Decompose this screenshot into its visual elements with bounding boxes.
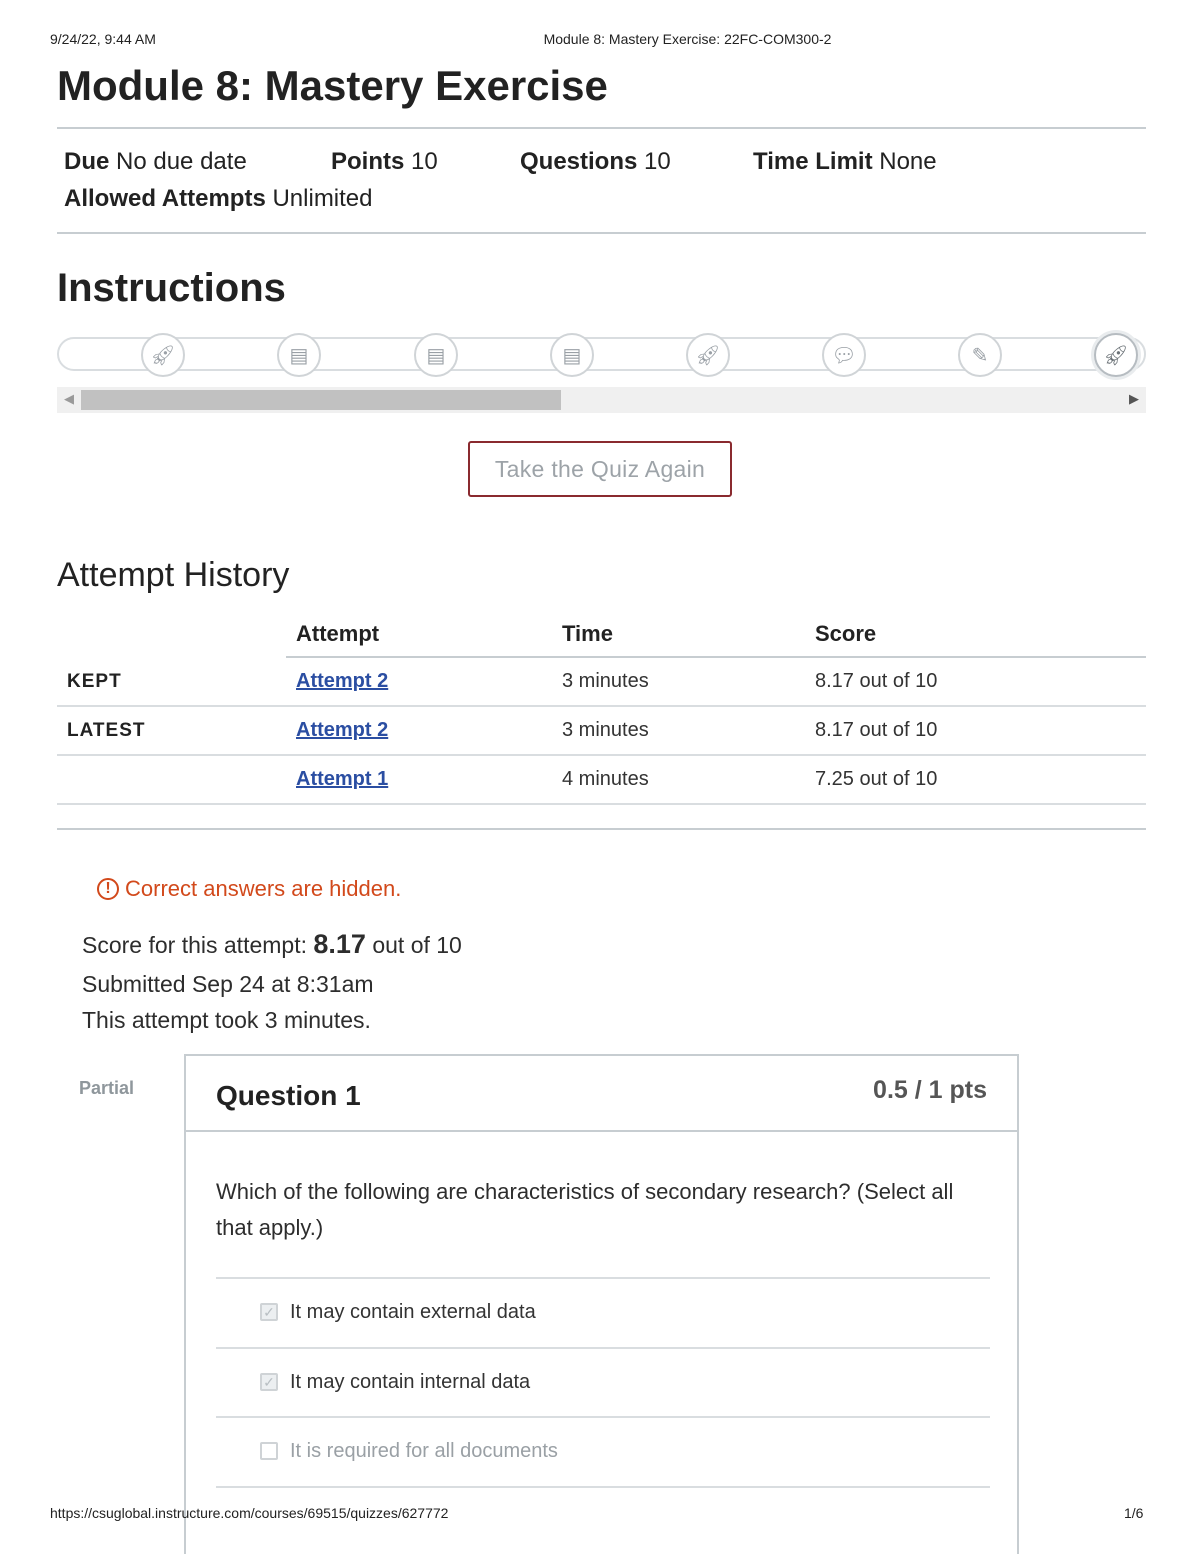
row-label (57, 755, 286, 804)
instructions-heading: Instructions (57, 266, 286, 310)
step-document-icon[interactable]: ▤ (550, 333, 594, 377)
meta-divider (57, 232, 1146, 234)
meta-attempts-label: Allowed Attempts (64, 185, 266, 212)
row-label: KEPT (57, 657, 286, 706)
scroll-right-arrow-icon[interactable]: ▶ (1129, 391, 1139, 406)
checked-checkbox-icon[interactable]: ✓ (260, 1303, 278, 1321)
page-title: Module 8: Mastery Exercise (57, 62, 608, 109)
attempt-link[interactable]: Attempt 1 (296, 768, 389, 790)
meta-attempts-value: Unlimited (272, 185, 373, 212)
meta-points-value: 10 (411, 148, 438, 175)
row-time: 3 minutes (552, 706, 805, 755)
col-header-attempt: Attempt (286, 612, 552, 657)
meta-points (331, 148, 438, 176)
step-rocket-icon[interactable]: 🚀︎ (141, 333, 185, 377)
attempt-link[interactable]: Attempt 2 (296, 670, 389, 692)
answer-text: It may contain internal data (290, 1371, 531, 1393)
checked-checkbox-icon[interactable]: ✓ (260, 1373, 278, 1391)
step-document-icon[interactable]: ▤ (277, 333, 321, 377)
warning-icon: ! (97, 878, 119, 900)
submitted-time: Submitted Sep 24 at 8:31am (82, 971, 374, 997)
history-divider (57, 828, 1146, 830)
col-header-time: Time (552, 612, 805, 657)
score-suffix: out of 10 (372, 932, 462, 958)
step-discussion-icon[interactable]: 💬︎ (822, 333, 866, 377)
score-prefix: Score for this attempt: (82, 932, 307, 958)
take-quiz-again-button[interactable]: Take the Quiz Again (468, 441, 732, 497)
row-time: 3 minutes (552, 657, 805, 706)
answer-option[interactable] (216, 1347, 990, 1416)
step-rocket-icon-current[interactable]: 🚀︎ (1094, 333, 1138, 377)
module-progress-bar (57, 333, 1146, 377)
table-row (57, 755, 1146, 804)
question-header (186, 1056, 1017, 1132)
row-label: LATEST (57, 706, 286, 755)
attempt-history-table (57, 612, 1146, 805)
print-page-title: Module 8: Mastery Exercise: 22FC-COM300-2 (543, 31, 832, 47)
col-header-score: Score (805, 612, 1146, 657)
meta-due-value: No due date (116, 148, 247, 175)
answer-text: It is required for all documents (290, 1440, 558, 1462)
step-rocket-filled-icon[interactable]: 🚀︎ (686, 333, 730, 377)
meta-questions-value: 10 (644, 148, 671, 175)
notice-text: Correct answers are hidden. (125, 876, 402, 901)
meta-questions-label: Questions (520, 148, 638, 175)
question-title: Question 1 (216, 1080, 361, 1111)
answer-text: It may contain external data (290, 1301, 536, 1323)
print-page-number: 1/6 (1124, 1505, 1144, 1521)
question-status-badge: Partial (79, 1078, 135, 1098)
scroll-left-arrow-icon[interactable]: ◀ (64, 391, 74, 406)
col-header-label (57, 612, 286, 657)
answer-divider (216, 1486, 990, 1496)
table-row (57, 657, 1146, 706)
meta-time-limit (753, 148, 937, 176)
score-value: 8.17 (313, 929, 366, 959)
print-date: 9/24/22, 9:44 AM (50, 31, 156, 47)
meta-due-label: Due (64, 148, 110, 175)
meta-allowed-attempts (64, 185, 373, 213)
row-score: 7.25 out of 10 (805, 755, 1146, 804)
table-row (57, 706, 1146, 755)
scroll-thumb[interactable] (81, 390, 561, 410)
horizontal-scrollbar[interactable] (57, 387, 1146, 413)
unchecked-checkbox-icon[interactable] (260, 1442, 278, 1460)
row-score: 8.17 out of 10 (805, 657, 1146, 706)
attempt-history-heading: Attempt History (57, 556, 290, 594)
row-score: 8.17 out of 10 (805, 706, 1146, 755)
answer-option[interactable] (216, 1277, 990, 1346)
question-text: Which of the following are characteristics of secondary research? (Select all that apply.) (216, 1179, 954, 1240)
question-points: 0.5 / 1 pts (873, 1076, 987, 1104)
attempt-link[interactable]: Attempt 2 (296, 719, 389, 741)
meta-time-limit-value: None (879, 148, 937, 175)
meta-time-limit-label: Time Limit (753, 148, 873, 175)
meta-points-label: Points (331, 148, 405, 175)
attempt-duration: This attempt took 3 minutes. (82, 1007, 371, 1033)
step-assignment-icon[interactable]: ✎ (958, 333, 1002, 377)
print-url: https://csuglobal.instructure.com/courses/69515/quizzes/627772 (50, 1505, 449, 1521)
meta-questions (520, 148, 671, 176)
row-time: 4 minutes (552, 755, 805, 804)
meta-due (64, 148, 247, 176)
step-document-icon[interactable]: ▤ (414, 333, 458, 377)
title-divider (57, 127, 1146, 129)
attempt-score (82, 929, 462, 960)
hidden-answers-notice (97, 876, 401, 902)
answer-option[interactable] (216, 1416, 990, 1485)
question-card (184, 1054, 1019, 1554)
